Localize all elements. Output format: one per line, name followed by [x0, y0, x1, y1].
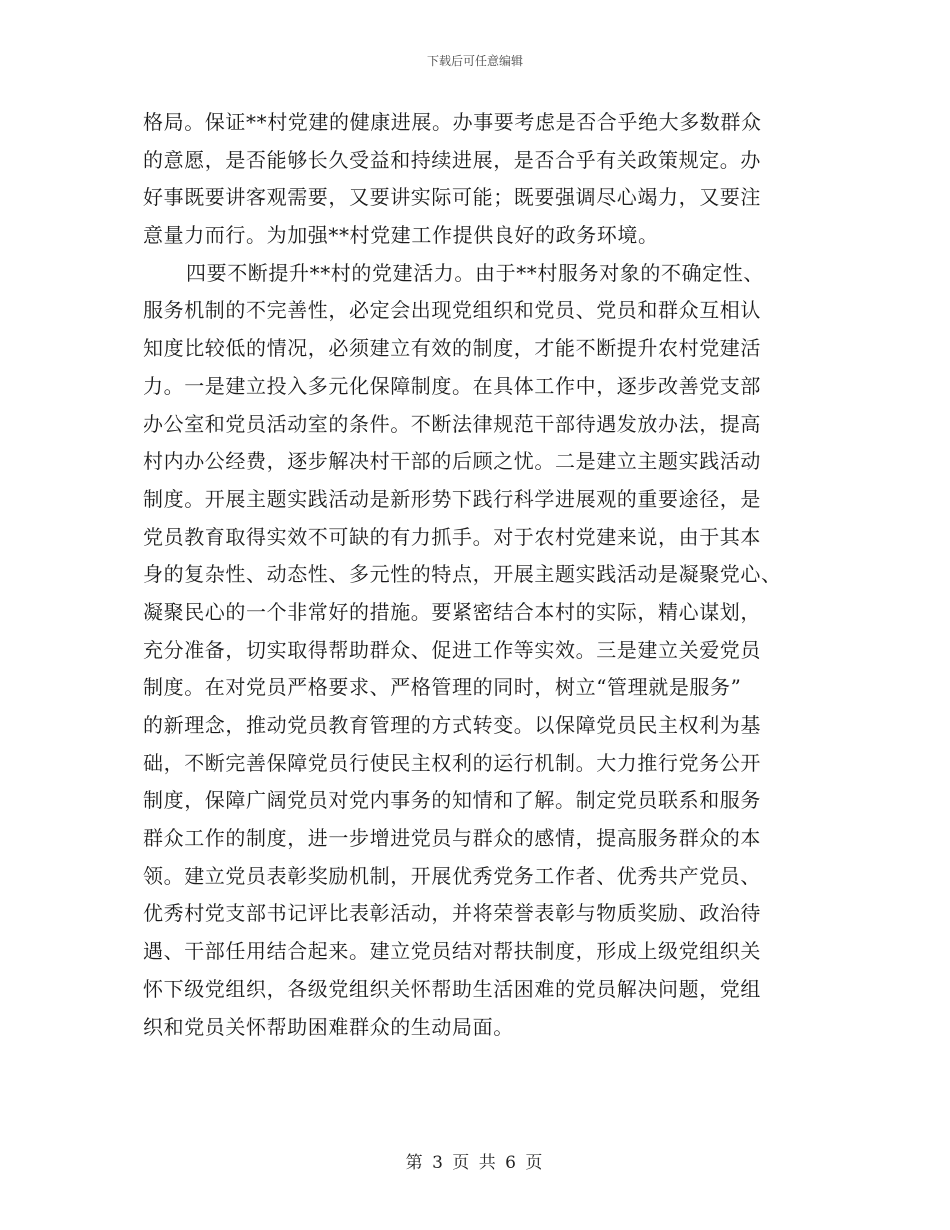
- text-line: 优秀村党支部书记评比表彰活动，并将荣誉表彰与物质奖励、政治待: [143, 901, 761, 926]
- page-number-footer: 第 3 页 共 6 页: [405, 1153, 545, 1173]
- text-line: 力。一是建立投入多元化保障制度。在具体工作中，逐步改善党支部: [143, 373, 761, 398]
- text-line: 意量力而行。为加强**村党建工作提供良好的政务环境。: [143, 223, 659, 248]
- paragraph-start-line: 四要不断提升**村的党建活力。由于**村服务对象的不确定性、: [186, 260, 764, 285]
- text-line: 村内办公经费，逐步解决村干部的后顾之忧。二是建立主题实践活动: [143, 449, 761, 474]
- text-line: 织和党员关怀帮助困难群众的生动局面。: [143, 1014, 514, 1039]
- text-line: 遇、干部任用结合起来。建立党员结对帮扶制度，形成上级党组织关: [143, 939, 761, 964]
- text-line: 础，不断完善保障党员行使民主权利的运行机制。大力推行党务公开: [143, 750, 761, 775]
- text-line: 制度。开展主题实践活动是新形势下践行科学进展观的重要途径，是: [143, 486, 761, 511]
- text-line: 领。建立党员表彰奖励机制，开展优秀党务工作者、优秀共产党员、: [143, 863, 761, 888]
- page-header: 下载后可任意编辑: [426, 54, 523, 68]
- text-line: 格局。保证**村党建的健康进展。办事要考虑是否合乎绝大多数群众: [143, 110, 762, 134]
- text-line: 制度，保障广阔党员对党内事务的知情和了解。制定党员联系和服务: [143, 788, 761, 813]
- text-line: 充分准备，切实取得帮助群众、促进工作等实效。三是建立关爱党员: [143, 637, 761, 662]
- text-line: 群众工作的制度，进一步增进党员与群众的感情，提高服务群众的本: [143, 826, 761, 851]
- text-line: 党员教育取得实效不可缺的有力抓手。对于农村党建来说，由于其本: [143, 524, 761, 549]
- text-line: 制度。在对党员严格要求、严格管理的同时，树立“管理就是服务”: [143, 675, 742, 700]
- text-line: 知度比较低的情况，必须建立有效的制度，才能不断提升农村党建活: [143, 336, 761, 361]
- text-line: 怀下级党组织，各级党组织关怀帮助生活困难的党员解决问题，党组: [143, 976, 761, 1001]
- text-line: 好事既要讲客观需要，又要讲实际可能；既要强调尽心竭力，又要注: [143, 185, 761, 210]
- text-line: 的新理念，推动党员教育管理的方式转变。以保障党员民主权利为基: [143, 713, 761, 737]
- text-line: 服务机制的不完善性，必定会出现党组织和党员、党员和群众互相认: [143, 298, 761, 323]
- text-line: 的意愿，是否能够长久受益和持续进展，是否合乎有关政策规定。办: [143, 147, 761, 172]
- text-line: 办公室和党员活动室的条件。不断法律规范干部待遇发放办法，提高: [143, 411, 761, 436]
- document-body: [143, 104, 813, 1046]
- text-line: 凝聚民心的一个非常好的措施。要紧密结合本村的实际，精心谋划，: [143, 599, 761, 624]
- text-line: 身的复杂性、动态性、多元性的特点，开展主题实践活动是凝聚党心、: [143, 562, 782, 587]
